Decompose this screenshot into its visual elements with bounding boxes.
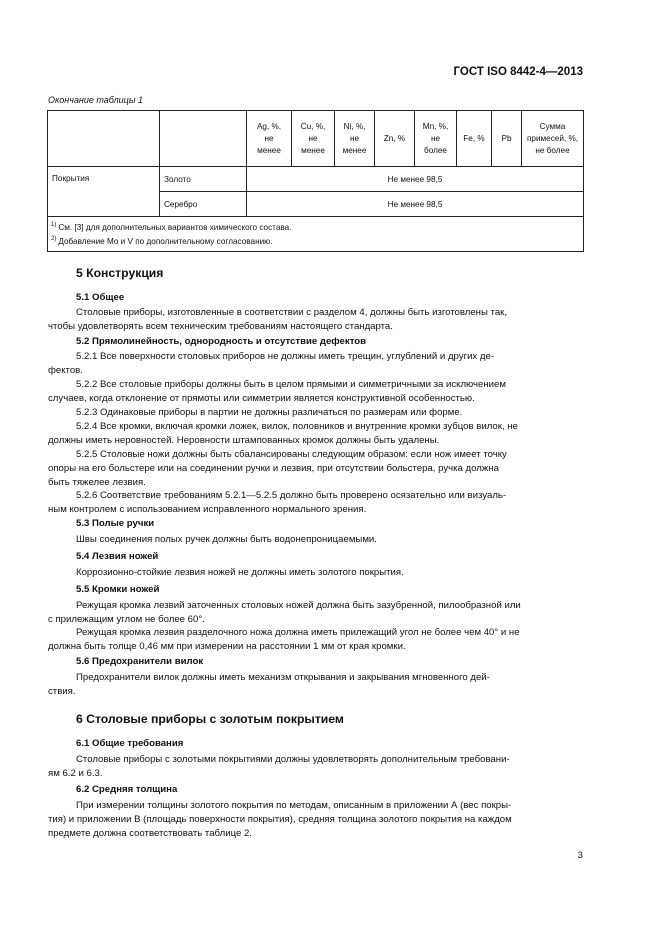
row-material: Золото (160, 167, 247, 192)
row-value: Не менее 98,5 (247, 192, 584, 217)
table-header-row (48, 111, 584, 167)
table-caption: Окончание таблицы 1 (48, 95, 143, 105)
section-5-3-title: 5.3 Полые ручки (76, 518, 155, 529)
header-cell-zn: Zn, % (375, 111, 415, 167)
section-5-1-text: Столовые приборы, изготовленные в соответствии с разделом 4, должны быть изготовлены так, чтобы удовлетворять всем техническим требованиям настоящего стандарта. (48, 307, 508, 332)
table-footnotes (48, 217, 584, 252)
composition-table (47, 110, 584, 252)
row-material: Серебро (160, 192, 247, 217)
section-6-1-text: Столовые приборы с золотыми покрытиями должны удовлетворять дополнительным требовани- ям 6.2 и 6.3. (48, 754, 510, 779)
section-5-3-text: Швы соединения полых ручек должны быть водонепроницаемыми. (76, 534, 377, 545)
clause-5-2-3: 5.2.3 Одинаковые приборы в партии не должны различаться по размерам или форме. (76, 407, 463, 418)
section-5-5-text-2: Режущая кромка лезвия разделочного ножа должна иметь прилежащий угол не более чем 40° и не должна быть толще 0,46 мм при измерении на расстоянии 1 мм от края кромки. (48, 627, 520, 652)
document-header: ГОСТ ISO 8442-4—2013 (453, 66, 583, 78)
section-6-1-title: 6.1 Общие требования (76, 738, 184, 749)
header-cell-pb: Pb (492, 111, 522, 167)
clause-5-2-4: 5.2.4 Все кромки, включая кромки ложек, вилок, половников и внутренние кромки зубцов вилок, не должны иметь неровностей. Неровности штампованных кромок должны быть удалены. (48, 421, 518, 446)
table-footnotes-row (48, 217, 584, 252)
clause-5-2-1: 5.2.1 Все поверхности столовых приборов не должны иметь трещин, углублений и других де- фектов. (48, 351, 495, 376)
section-5-4-text: Коррозионно-стойкие лезвия ножей не должны иметь золотого покрытия. (76, 567, 404, 578)
table-row (48, 167, 584, 192)
header-cell-mn: Mn, %, не более (415, 111, 457, 167)
section-5-6-text: Предохранители вилок должны иметь механизм открывания и закрывания мгновенного дей- ствия. (48, 672, 490, 697)
row-value: Не менее 98,5 (247, 167, 584, 192)
section-5-title: 5 Конструкция (76, 266, 164, 280)
header-cell-ni: Ni, %, не менее (335, 111, 375, 167)
header-cell-blank (48, 111, 160, 167)
header-cell-blank (160, 111, 247, 167)
section-5-6-title: 5.6 Предохранители вилок (76, 656, 204, 667)
section-5-4-title: 5.4 Лезвия ножей (76, 551, 159, 562)
section-6-title: 6 Столовые приборы с золотым покрытием (76, 712, 344, 726)
section-5-5-title: 5.5 Кромки ножей (76, 584, 160, 595)
section-6-2-text: При измерении толщины золотого покрытия по методам, описанным в приложении А (вес покры- тия) и приложении В (площадь поверхности покрытия), средняя толщина золотого покрытия на каждом предмете должна соответствовать таблице 2. (48, 800, 512, 839)
clause-5-2-2: 5.2.2 Все столовые приборы должны быть в целом прямыми и симметричными за исключением случаев, когда отклонение от прямоты или симметрии является конструктивной особенностью. (48, 379, 506, 404)
row-group-label: Покрытия (48, 167, 160, 217)
page-number: 3 (577, 850, 583, 861)
footnote: $^{1)}$ См. [3] для дополнительных вариантов химического состава. (51, 222, 292, 232)
header-cell-ag: Ag, %, не менее (247, 111, 292, 167)
header-cell-fe: Fe, % (457, 111, 492, 167)
section-6-2-title: 6.2 Средняя толщина (76, 784, 178, 795)
header-cell-impurities: Сумма примесей, %, не более (522, 111, 584, 167)
header-cell-cu: Cu, %, не менее (292, 111, 335, 167)
footnote: $^{2)}$ Добавление Mo и V по дополнительному согласованию. (51, 235, 273, 246)
section-5-2-title: 5.2 Прямолинейность, однородность и отсутствие дефектов (76, 336, 367, 347)
section-5-5-text-1: Режущая кромка лезвий заточенных столовых ножей должна быть зазубренной, пилообразной или с прилежащим углом не более 60°. (48, 600, 521, 625)
clause-5-2-6: 5.2.6 Соответствие требованиям 5.2.1—5.2.5 должно быть проверено осязательно или визуаль- ным контролем с использованием исправленного нормального зрения. (48, 490, 507, 515)
section-5-1-title: 5.1 Общее (76, 292, 125, 303)
clause-5-2-5: 5.2.5 Столовые ножи должны быть сбалансированы следующим образом: если нож имеет точку опоры на его больстере или на соединении ручки и лезвия, при отсутствии больстера, ручка должна быть тяжелее лезвия. (48, 449, 507, 488)
